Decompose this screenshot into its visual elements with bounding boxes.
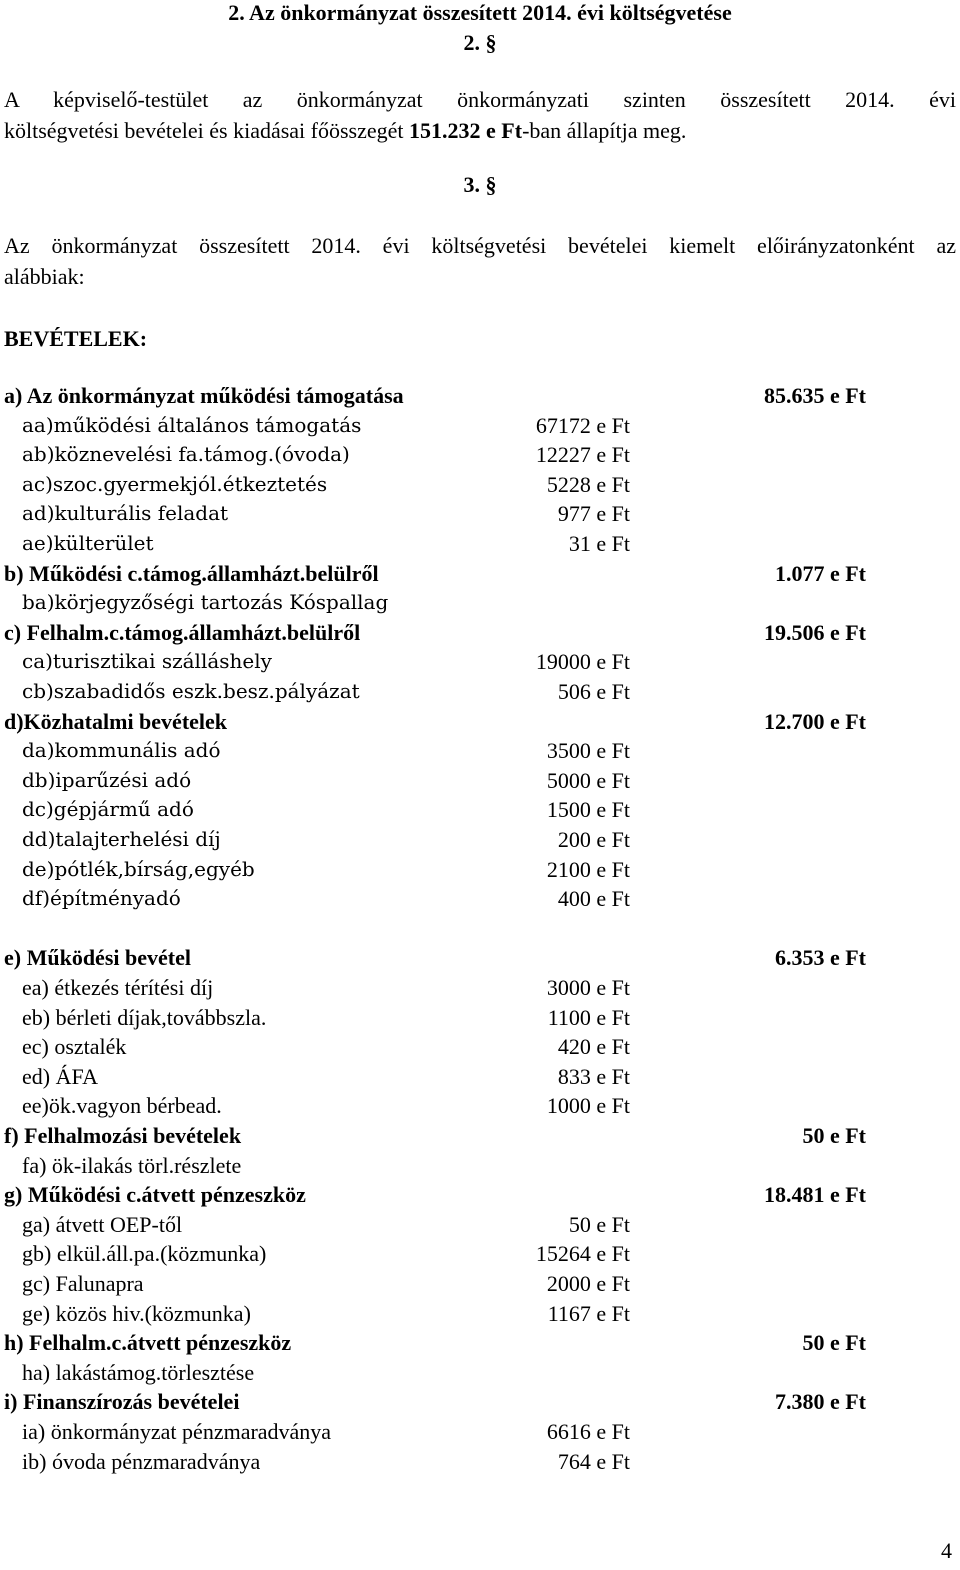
item-label: df)építményadó: [22, 886, 181, 911]
item-label: db)iparűzési adó: [22, 767, 192, 792]
item-amount: 67172 e Ft: [535, 412, 630, 438]
document-title: 2. Az önkormányzat összesített 2014. évi költségvetése: [228, 0, 732, 25]
item-label: ha) lakástámog.törlesztése: [22, 1359, 255, 1385]
revenue-item-row: [0, 825, 960, 854]
item-label: cb)szabadidős eszk.besz.pályázat: [22, 679, 360, 703]
item-amount: 15264 e Ft: [535, 1241, 630, 1267]
paragraph-line: [4, 115, 956, 146]
item-amount: 420 e Ft: [557, 1034, 630, 1060]
text-fragment: költségvetési bevételei és kiadásai főösszegét: [4, 118, 410, 143]
page-number: 4: [941, 1538, 952, 1563]
item-label: ed) ÁFA: [22, 1063, 98, 1089]
item-amount: 31 e Ft: [568, 531, 630, 556]
category-total: 6.353 e Ft: [774, 945, 866, 971]
item-amount: 12227 e Ft: [535, 442, 630, 468]
category-label: a) Az önkormányzat működési támogatása: [4, 383, 404, 408]
item-amount: 1167 e Ft: [547, 1300, 630, 1326]
item-label: ib) óvoda pénzmaradványa: [22, 1448, 261, 1474]
revenue-item-row: [0, 647, 960, 676]
revenue-item-row: [0, 440, 960, 469]
item-amount: 400 e Ft: [557, 886, 630, 912]
section-symbol: §: [485, 30, 497, 55]
item-label: ca)turisztikai szálláshely: [22, 649, 272, 674]
item-amount: 764 e Ft: [557, 1448, 630, 1474]
revenue-item-row: [0, 1003, 960, 1032]
item-label: ba)körjegyzőségi tartozás Kóspallag: [22, 590, 389, 615]
item-label: ae)külterület: [22, 531, 154, 555]
revenue-item-row: [0, 855, 960, 884]
revenue-category-row: [0, 1328, 960, 1357]
item-amount: 5000 e Ft: [546, 767, 630, 793]
item-amount: 2000 e Ft: [546, 1271, 630, 1296]
revenue-category-row: [0, 943, 960, 972]
paragraph-line: Az önkormányzat összesített 2014. évi költségvetési bevételei kiemelt előirányzatonként az: [4, 233, 956, 258]
paragraph-intro: [4, 230, 956, 292]
revenue-item-row: [0, 529, 960, 558]
item-amount: 506 e Ft: [557, 679, 630, 704]
item-amount: 3500 e Ft: [546, 738, 630, 764]
revenue-item-row: [0, 411, 960, 440]
revenue-item-row: [0, 766, 960, 795]
item-label: ee)ök.vagyon bérbead.: [22, 1093, 222, 1119]
item-label: dc)gépjármű adó: [22, 797, 194, 822]
category-total: 12.700 e Ft: [763, 708, 866, 734]
item-label: aa)működési általános támogatás: [22, 412, 362, 437]
main-total-amount: 151.232 e Ft: [409, 118, 523, 143]
revenue-category-row: [0, 559, 960, 588]
item-amount: 1100 e Ft: [547, 1004, 630, 1030]
category-label: b) Működési c.támog.államházt.belülről: [4, 560, 379, 586]
paragraph-line: alábbiak:: [4, 264, 85, 289]
revenue-item-row: [0, 588, 960, 617]
revenue-category-row: [0, 1180, 960, 1209]
item-label: ea) étkezés térítési díj: [22, 975, 214, 1000]
revenue-category-row: [0, 1121, 960, 1150]
text-fragment: -ban állapítja meg.: [522, 118, 687, 143]
category-label: f) Felhalmozási bevételek: [4, 1123, 242, 1148]
item-label: dd)talajterhelési díj: [22, 827, 221, 851]
item-label: ge) közös hiv.(közmunka): [22, 1300, 251, 1326]
item-label: da)kommunális adó: [22, 738, 221, 763]
revenue-item-row: [0, 1239, 960, 1268]
paragraph-main-total: [4, 84, 956, 146]
category-total: 19.506 e Ft: [763, 619, 866, 645]
item-amount: 6616 e Ft: [546, 1419, 630, 1444]
category-label: h) Felhalm.c.átvett pénzeszköz: [4, 1330, 292, 1356]
revenue-item-row: [0, 1062, 960, 1091]
category-label: e) Működési bevétel: [4, 945, 191, 971]
category-total: 18.481 e Ft: [763, 1182, 866, 1208]
revenue-item-row: [0, 499, 960, 528]
item-label: ab)köznevelési fa.támog.(óvoda): [22, 442, 350, 467]
item-label: ga) átvett OEP-től: [22, 1211, 183, 1237]
item-label: de)pótlék,bírság,egyéb: [22, 856, 255, 881]
item-amount: 200 e Ft: [557, 827, 630, 852]
category-label: d)Közhatalmi bevételek: [4, 708, 228, 734]
revenue-item-row: [0, 1151, 960, 1180]
category-label: g) Működési c.átvett pénzeszköz: [4, 1182, 306, 1208]
revenue-item-row: [0, 1269, 960, 1298]
revenue-item-row: [0, 1032, 960, 1061]
revenue-item-row: [0, 973, 960, 1002]
revenues-heading: BEVÉTELEK:: [4, 326, 148, 351]
revenue-item-row: [0, 1210, 960, 1239]
section-heading-2: [0, 30, 960, 56]
item-label: ac)szoc.gyermekjól.étkeztetés: [22, 471, 328, 496]
item-label: fa) ök-ilakás törl.részlete: [22, 1152, 242, 1178]
item-label: ia) önkormányzat pénzmaradványa: [22, 1419, 332, 1444]
item-amount: 2100 e Ft: [546, 856, 630, 882]
category-label: i) Finanszírozás bevételei: [4, 1389, 240, 1415]
item-label: eb) bérleti díjak,továbbszla.: [22, 1004, 267, 1030]
item-amount: 5228 e Ft: [546, 471, 630, 497]
item-amount: 977 e Ft: [557, 501, 630, 527]
section-number: 3.: [463, 172, 480, 197]
revenue-item-row: [0, 795, 960, 824]
section-number: 2.: [463, 30, 480, 55]
item-label: ad)kulturális feladat: [22, 501, 229, 526]
revenue-item-row: [0, 1091, 960, 1120]
revenue-item-row: [0, 736, 960, 765]
revenue-category-row: [0, 618, 960, 647]
revenue-category-row: [0, 1387, 960, 1416]
item-amount: 1500 e Ft: [546, 797, 630, 823]
category-total: 7.380 e Ft: [774, 1389, 866, 1415]
revenue-item-row: [0, 1417, 960, 1446]
section-symbol: §: [485, 172, 497, 197]
item-label: gc) Falunapra: [22, 1271, 144, 1296]
paragraph-line: A képviselő-testület az önkormányzat önkormányzati szinten összesített 2014. évi: [4, 87, 956, 112]
revenue-category-row: [0, 381, 960, 410]
item-label: gb) elkül.áll.pa.(közmunka): [22, 1241, 267, 1267]
category-total: 50 e Ft: [802, 1123, 866, 1148]
revenue-category-row: [0, 707, 960, 736]
section-heading-3: [0, 172, 960, 198]
revenue-item-row: [0, 1299, 960, 1328]
category-total: 1.077 e Ft: [774, 560, 866, 586]
item-amount: 1000 e Ft: [546, 1093, 630, 1119]
item-amount: 19000 e Ft: [535, 649, 630, 675]
revenue-item-row: [0, 1358, 960, 1387]
revenue-item-row: [0, 884, 960, 913]
category-total: 50 e Ft: [802, 1330, 866, 1356]
category-label: c) Felhalm.c.támog.államházt.belülről: [4, 619, 361, 645]
revenue-item-row: [0, 470, 960, 499]
revenue-item-row: [0, 677, 960, 706]
item-amount: 3000 e Ft: [546, 975, 630, 1000]
item-amount: 50 e Ft: [568, 1211, 630, 1237]
revenue-item-row: [0, 1447, 960, 1476]
category-total: 85.635 e Ft: [763, 383, 866, 408]
item-label: ec) osztalék: [22, 1034, 127, 1060]
item-amount: 833 e Ft: [557, 1063, 630, 1089]
